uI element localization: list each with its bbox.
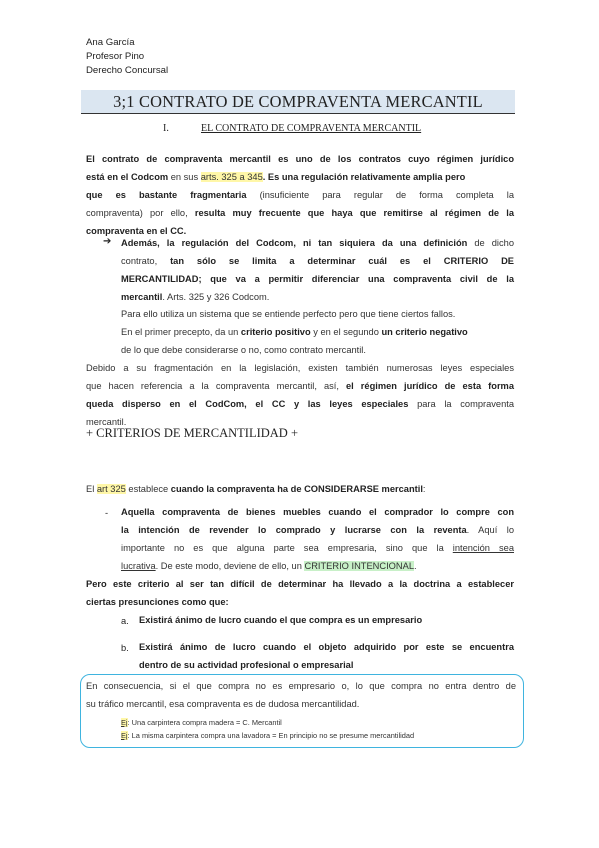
text: criterio positivo: [240, 327, 311, 337]
text: compraventa en el CC.: [86, 226, 187, 236]
text: un criterio negativo: [381, 327, 468, 337]
dash-bullet: -: [105, 508, 109, 518]
paragraph-conclusion: [86, 677, 516, 713]
text: Pero este criterio al ser tan difícil de determinar ha llevado a la doctrina a establecer: [86, 579, 514, 589]
text: que hacen referencia a la compraventa mercantil, así,: [86, 381, 346, 391]
ej-label: Ej: [121, 718, 128, 727]
arrow-bullet-icon: ➔: [103, 236, 112, 247]
text: está en el Codcom: [86, 172, 169, 182]
text: para la compraventa: [408, 399, 515, 409]
text: En el primer precepto, da un: [121, 327, 241, 337]
text: el régimen jurídico de esta forma: [345, 381, 514, 391]
text: Además, la regulación del Codcom, ni tan siquiera da una definición: [121, 238, 468, 248]
text: dentro de su actividad profesional o empresarial: [139, 660, 354, 670]
text: : Una carpintera compra madera = C. Mercantil: [127, 718, 282, 727]
text: resulta muy frecuente que haya que remitirse al régimen de la: [194, 208, 515, 218]
text: tan sólo se limita a determinar cuál es el CRITERIO DE: [170, 256, 514, 266]
ej-label: Ej: [121, 731, 128, 740]
author-name: Ana García: [86, 37, 135, 48]
text: (insuficiente para regular de forma completa la: [246, 190, 514, 200]
text: El contrato de compraventa mercantil es uno de los contratos cuyo régimen jurídico: [86, 154, 514, 164]
text: de lo que debe considerarse o no, como contrato mercantil.: [121, 345, 366, 355]
paragraph-art325: [86, 480, 514, 498]
paragraph-presunciones: [86, 575, 514, 611]
text: que es bastante fragmentaria: [86, 190, 247, 200]
highlight-art325: art 325: [96, 484, 126, 494]
text: Debido a su fragmentación en la legislación, existen también numerosas leyes especiales: [86, 363, 514, 373]
example-item: [121, 718, 282, 728]
underlined-text: intención sea: [452, 543, 514, 553]
highlight-articles: arts. 325 a 345: [200, 172, 263, 182]
text: queda disperso en el CodCom, el CC y las leyes especiales: [86, 399, 409, 409]
criterios-heading: + CRITERIOS DE MERCANTILIDAD +: [86, 426, 299, 440]
text: contrato,: [121, 256, 171, 266]
text: . Aquí lo: [466, 525, 514, 535]
course-name: Derecho Concursal: [86, 65, 169, 76]
list-item: [139, 638, 514, 674]
paragraph-regulation: [121, 234, 514, 306]
title-band: [81, 90, 515, 114]
text: Aquella compraventa de bienes muebles cuando el comprador lo compre con: [121, 507, 514, 517]
text: Existirá ánimo de lucro cuando el objeto adquirido por este se encuentra: [139, 642, 514, 652]
text: compraventa) por ello,: [86, 208, 195, 218]
text: En consecuencia, si el que compra no es empresario o, lo que compra no entra dentro de: [86, 681, 516, 691]
section-number: I.: [163, 123, 169, 134]
text: . De este modo, deviene de ello, un: [155, 561, 305, 571]
text: MERCANTILIDAD; que va a permitir diferenciar una compraventa civil de la: [121, 274, 514, 284]
paragraph-intention: [121, 503, 514, 575]
list-marker: a.: [121, 616, 129, 626]
text: cuando la compraventa ha de CONSIDERARSE mercantil: [170, 484, 423, 494]
text: Existirá ánimo de lucro cuando el que compra es un empresario: [139, 615, 423, 625]
text: importante no es que alguna parte sea empresaria, sino que la: [121, 543, 453, 553]
text: :: [422, 484, 426, 494]
paragraph-system: [121, 305, 514, 359]
underlined-text: lucrativa: [121, 561, 156, 571]
text: mercantil.: [86, 417, 127, 427]
text: de dicho: [467, 238, 514, 248]
section-title: EL CONTRATO DE COMPRAVENTA MERCANTIL: [201, 123, 422, 134]
text: establece: [125, 484, 171, 494]
text: su tráfico mercantil, esa compraventa es de dudosa mercantilidad.: [86, 699, 360, 709]
text: mercantil: [121, 292, 163, 302]
paragraph-intro: [86, 150, 514, 240]
text: Para ello utiliza un sistema que se entiende perfecto pero que tiene ciertos fallos.: [121, 309, 456, 319]
text: El: [86, 484, 97, 494]
text: y en el segundo: [310, 327, 382, 337]
list-item: [139, 611, 514, 629]
professor-name: Profesor Pino: [86, 51, 145, 62]
text: ciertas presunciones como que:: [86, 597, 229, 607]
text: : La misma carpintera compra una lavadora = En principio no se presume mercantilidad: [127, 731, 415, 740]
text: . Arts. 325 y 326 Codcom.: [162, 292, 270, 302]
list-marker: b.: [121, 643, 129, 653]
page-title: 3;1 CONTRATO DE COMPRAVENTA MERCANTIL: [113, 92, 483, 111]
example-item: [121, 731, 414, 741]
text: en sus: [168, 172, 201, 182]
paragraph-fragmentation: [86, 359, 514, 431]
text: .: [414, 561, 417, 571]
text: . Es una regulación relativamente amplia pero: [262, 172, 466, 182]
highlight-criterio-intencional: CRITERIO INTENCIONAL: [304, 561, 414, 571]
text: la intención de revender lo comprado y lucrarse con la reventa: [121, 525, 467, 535]
